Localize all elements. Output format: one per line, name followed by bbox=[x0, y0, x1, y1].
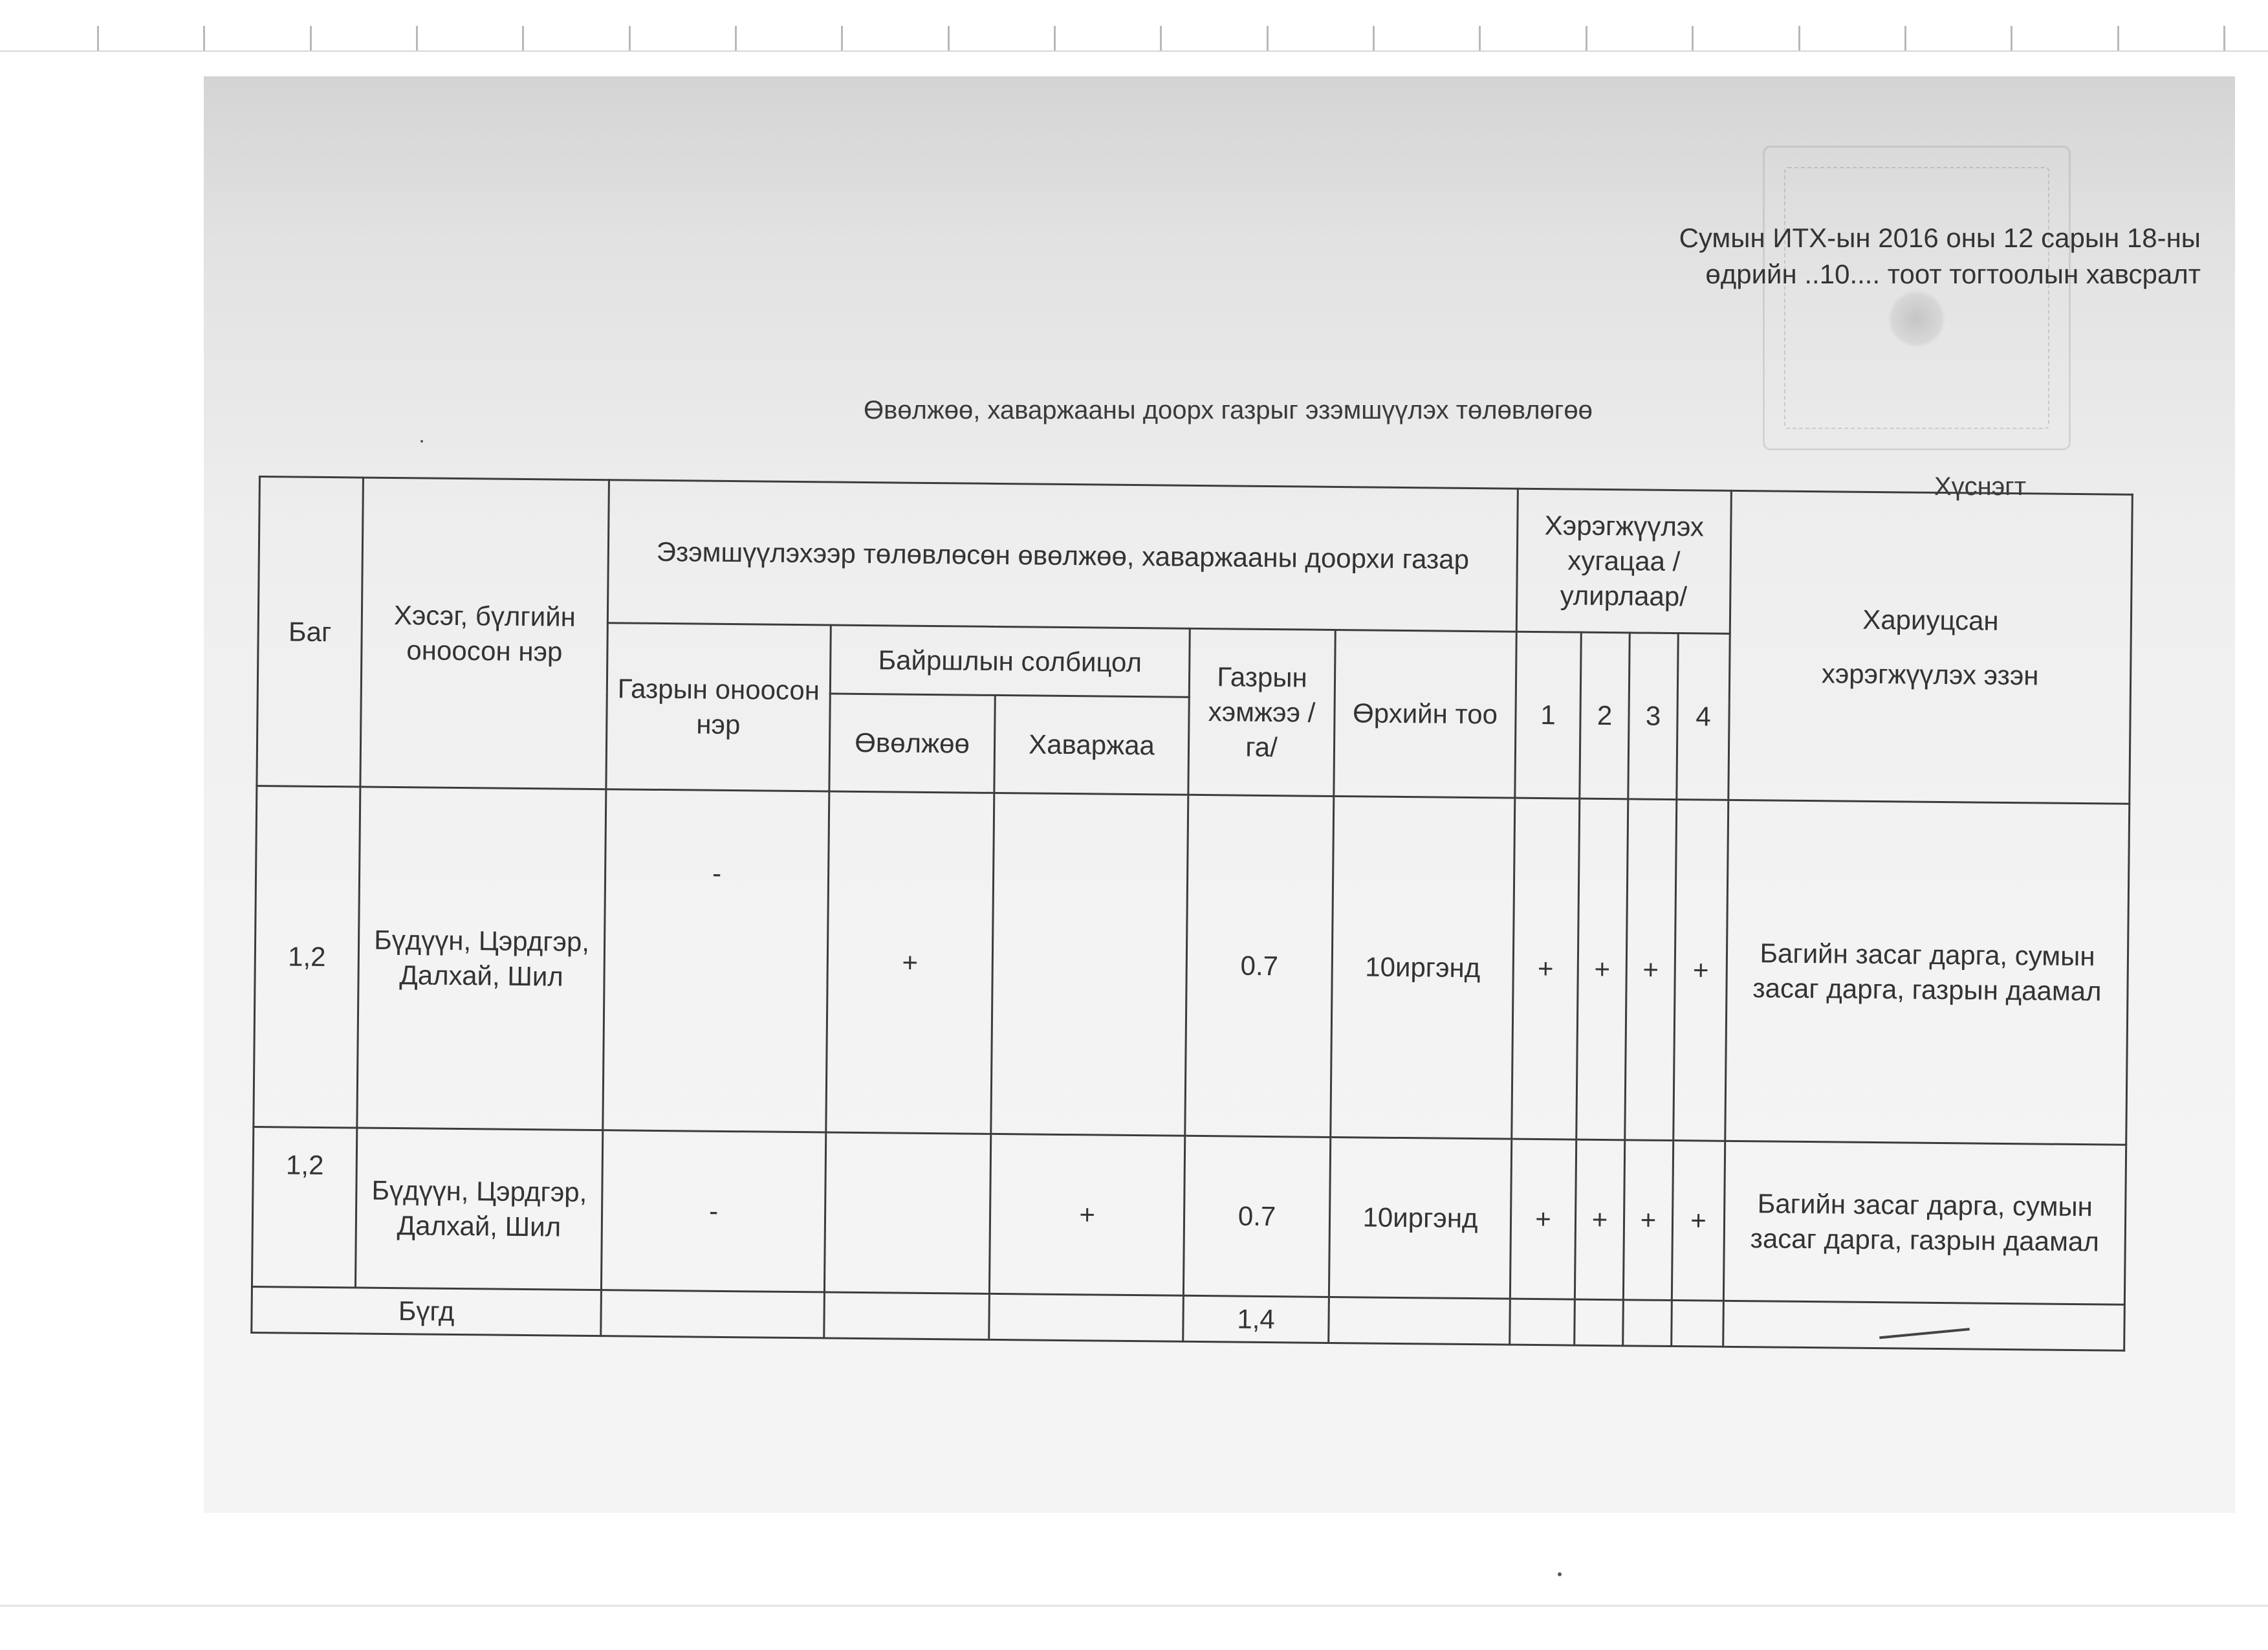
ruler-tick bbox=[522, 26, 524, 50]
header-period: Хэрэгжүүлэх хугацаа /улирлаар/ bbox=[1516, 489, 1731, 633]
ruler-tick bbox=[1160, 26, 1162, 50]
header-winter: Өвөлжөө bbox=[829, 694, 995, 793]
ruler-tick bbox=[2011, 26, 2012, 50]
header-q1: 1 bbox=[1515, 632, 1581, 798]
header-q3: 3 bbox=[1628, 633, 1678, 800]
ruler-tick bbox=[1373, 26, 1375, 50]
header-planned-land: Эзэмшүүлэхээр төлөвлөсөн өвөлжөө, хаваржааны доорхи газар bbox=[607, 480, 1518, 632]
cell-empty bbox=[601, 1290, 825, 1338]
ruler-tick bbox=[1692, 26, 1694, 50]
scan-speck bbox=[1558, 1572, 1562, 1576]
cell-q4: + bbox=[1672, 1141, 1725, 1301]
ruler-tick bbox=[1798, 26, 1800, 50]
cell-empty bbox=[1329, 1297, 1510, 1345]
ruler-tick bbox=[1054, 26, 1056, 50]
ruler-tick bbox=[416, 26, 418, 50]
cell-q1: + bbox=[1510, 1139, 1576, 1299]
ruler-tick bbox=[1586, 26, 1587, 50]
cell-q2: + bbox=[1575, 1139, 1624, 1300]
cell-empty bbox=[1623, 1300, 1672, 1347]
land-plan-table bbox=[250, 476, 2133, 1352]
cell-q3: + bbox=[1623, 1140, 1673, 1301]
cell-q3: + bbox=[1625, 799, 1677, 1141]
stamp-emblem-icon bbox=[1888, 290, 1946, 348]
cell-empty bbox=[1575, 1299, 1624, 1346]
header-location: Байршлын солбицол bbox=[830, 625, 1190, 697]
scan-ruler-ticks bbox=[97, 26, 2225, 58]
cell-empty bbox=[1672, 1301, 1724, 1347]
signature-mark bbox=[1879, 1320, 1970, 1339]
cell-household-count: 10иргэнд bbox=[1329, 1137, 1511, 1299]
cell-empty bbox=[824, 1292, 990, 1339]
ruler-tick bbox=[1904, 26, 1906, 50]
scan-speck bbox=[420, 440, 423, 443]
table-row bbox=[254, 786, 2130, 1145]
official-stamp bbox=[1763, 146, 2071, 450]
cell-winter: + bbox=[826, 791, 994, 1134]
ruler-tick bbox=[629, 26, 631, 50]
cell-spring bbox=[991, 793, 1188, 1136]
cell-total-label: Бүгд bbox=[252, 1286, 602, 1336]
table-row bbox=[252, 1127, 2126, 1304]
ruler-tick bbox=[1479, 26, 1481, 50]
ruler-tick bbox=[2223, 26, 2225, 50]
cell-responsible: Багийн засаг дарга, сумын засаг дарга, газрын даамал bbox=[1725, 800, 2130, 1145]
cell-land-size: 0.7 bbox=[1183, 1136, 1330, 1297]
ruler-tick bbox=[735, 26, 737, 50]
ruler-tick bbox=[948, 26, 950, 50]
table-header-row bbox=[258, 477, 2132, 638]
cell-part-name: Бүдүүн, Цэрдгэр, Далхай, Шил bbox=[357, 787, 606, 1130]
ruler-tick bbox=[2117, 26, 2119, 50]
cell-winter bbox=[824, 1132, 990, 1293]
cell-land-name: - bbox=[601, 1130, 825, 1292]
cell-empty bbox=[1510, 1299, 1575, 1345]
header-land-name: Газрын оноосон нэр bbox=[606, 623, 831, 791]
header-q4: 4 bbox=[1677, 633, 1730, 800]
cell-responsible: Багийн засаг дарга, сумын засаг дарга, газрын даамал bbox=[1723, 1141, 2126, 1304]
header-household-count: Өрхийн тоо bbox=[1334, 630, 1516, 798]
cell-empty bbox=[989, 1293, 1184, 1341]
cell-q1: + bbox=[1512, 798, 1580, 1139]
header-bag: Баг bbox=[257, 477, 364, 787]
table-label: Хүснэгт bbox=[1934, 472, 2027, 501]
resolution-reference-line2: өдрийн ..10.... тоот тогтоолын хавсралт bbox=[1705, 259, 2201, 289]
header-responsible-sub: хэрэгжүүлэх эзэн bbox=[1821, 657, 2039, 690]
resolution-reference bbox=[1679, 220, 2201, 292]
bottom-margin-line bbox=[0, 1605, 2268, 1607]
cell-land-size: 0.7 bbox=[1185, 795, 1334, 1137]
header-q2: 2 bbox=[1580, 632, 1630, 799]
cell-household-count: 10иргэнд bbox=[1331, 796, 1515, 1139]
header-spring: Хаваржаа bbox=[994, 695, 1189, 795]
ruler-tick bbox=[203, 26, 205, 50]
cell-part-name: Бүдүүн, Цэрдгэр, Далхай, Шил bbox=[355, 1128, 602, 1290]
cell-bag: 1,2 bbox=[254, 786, 360, 1128]
header-responsible-label: Хариуцсан bbox=[1862, 604, 1999, 636]
ruler-tick bbox=[841, 26, 843, 50]
cell-bag: 1,2 bbox=[252, 1127, 356, 1288]
resolution-reference-line1: Сумын ИТХ-ын 2016 оны 12 сарын 18-ны bbox=[1679, 223, 2201, 253]
cell-signature bbox=[1723, 1301, 2125, 1350]
cell-spring: + bbox=[989, 1134, 1184, 1295]
header-land-size: Газрын хэмжээ /га/ bbox=[1188, 628, 1335, 796]
ruler-tick bbox=[1267, 26, 1269, 50]
header-responsible bbox=[1728, 490, 2133, 804]
ruler-tick bbox=[310, 26, 312, 50]
cell-q4: + bbox=[1674, 800, 1728, 1141]
ruler-tick bbox=[97, 26, 99, 50]
cell-land-name: - bbox=[603, 789, 829, 1132]
header-part-name: Хэсэг, бүлгийн оноосон нэр bbox=[360, 478, 609, 789]
cell-q2: + bbox=[1576, 798, 1628, 1140]
document-title: Өвөлжөө, хаваржааны доорх газрыг эзэмшүүлэх төлөвлөгөө bbox=[864, 396, 1593, 424]
cell-total-land-size: 1,4 bbox=[1183, 1295, 1329, 1343]
